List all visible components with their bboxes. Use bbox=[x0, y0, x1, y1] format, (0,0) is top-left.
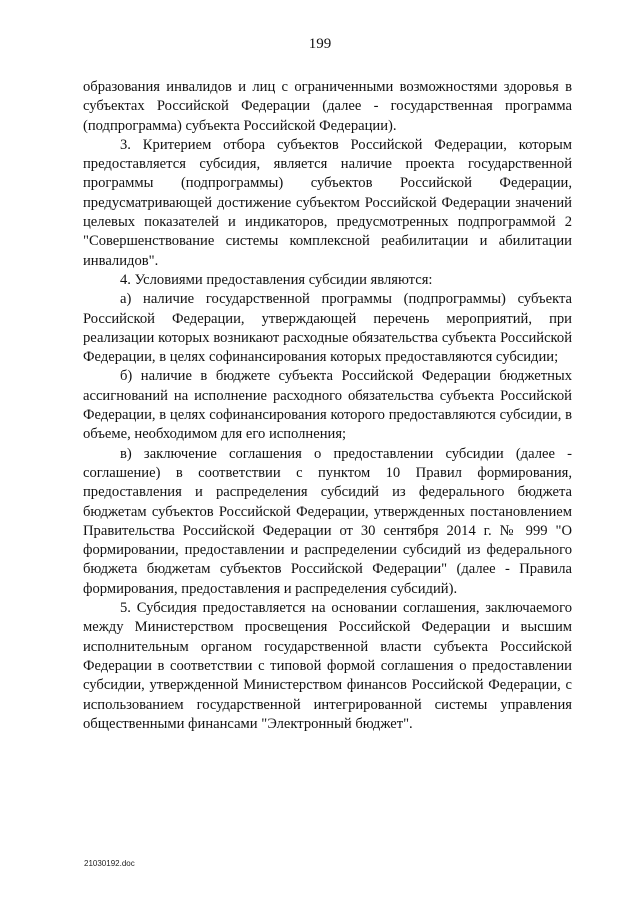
paragraph-4: 4. Условиями предоставления субсидии являются: bbox=[120, 271, 433, 288]
paragraph-4a: а) наличие государственной программы (подпрограммы) субъекта Российской Федерации, утверждающей перечень мероприятий, при реализации которых возникают расходные обязательства субъекта Российской Федерации, в целях софинансирования которых предоставляются субсидии; bbox=[83, 291, 572, 366]
paragraph-4b: б) наличие в бюджете субъекта Российской Федерации бюджетных ассигнований на исполнение расходного обязательства субъекта Российской Федерации, в целях софинансирования которого предоставляются субсидии, в объеме, необходимом для его исполнения; bbox=[83, 368, 572, 443]
page-number: 199 bbox=[308, 36, 332, 52]
paragraph-5: 5. Субсидия предоставляется на основании соглашения, заключаемого между Министерством просвещения Российской Федерации и высшим исполнительным органом государственной власти субъекта Российской Федерации в соответствии с типовой формой соглашения о предоставлении субсидии, утвержденной Министерством финансов Российской Федерации, с использованием государственной интегрированной системы управления общественными финансами "Электронный бюджет". bbox=[83, 600, 572, 732]
paragraph-4v: в) заключение соглашения о предоставлении субсидии (далее - соглашение) в соответствии с пунктом 10 Правил формирования, предоставления и распределения субсидий из федерального бюджета бюджетам субъектов Российской Федерации, утвержденных постановлением Правительства Российской Федерации от 30 сентября 2014 г. № 999 "О формировании, предоставлении и распределении субсидий из федерального бюджета бюджетам субъектов Российской Федерации" (далее - Правила формирования, предоставления и распределения субсидий). bbox=[83, 445, 572, 597]
paragraph-3: 3. Критерием отбора субъектов Российской Федерации, которым предоставляется субсидия, является наличие проекта государственной программы (подпрограммы) субъектов Российской Федерации, предусматривающей достижение субъектом Российской Федерации значений целевых показателей и индикаторов, предусмотренных подпрограммой 2 "Совершенствование системы комплексной реабилитации и абилитации инвалидов". bbox=[83, 136, 572, 269]
footer-doc-code: 21030192.doc bbox=[84, 859, 135, 868]
document-body bbox=[83, 78, 572, 734]
paragraph-continuation: образования инвалидов и лиц с ограниченными возможностями здоровья в субъектах Российской Федерации (далее - государственная программа (подпрограмма) субъекта Российской Федерации). bbox=[83, 79, 572, 134]
